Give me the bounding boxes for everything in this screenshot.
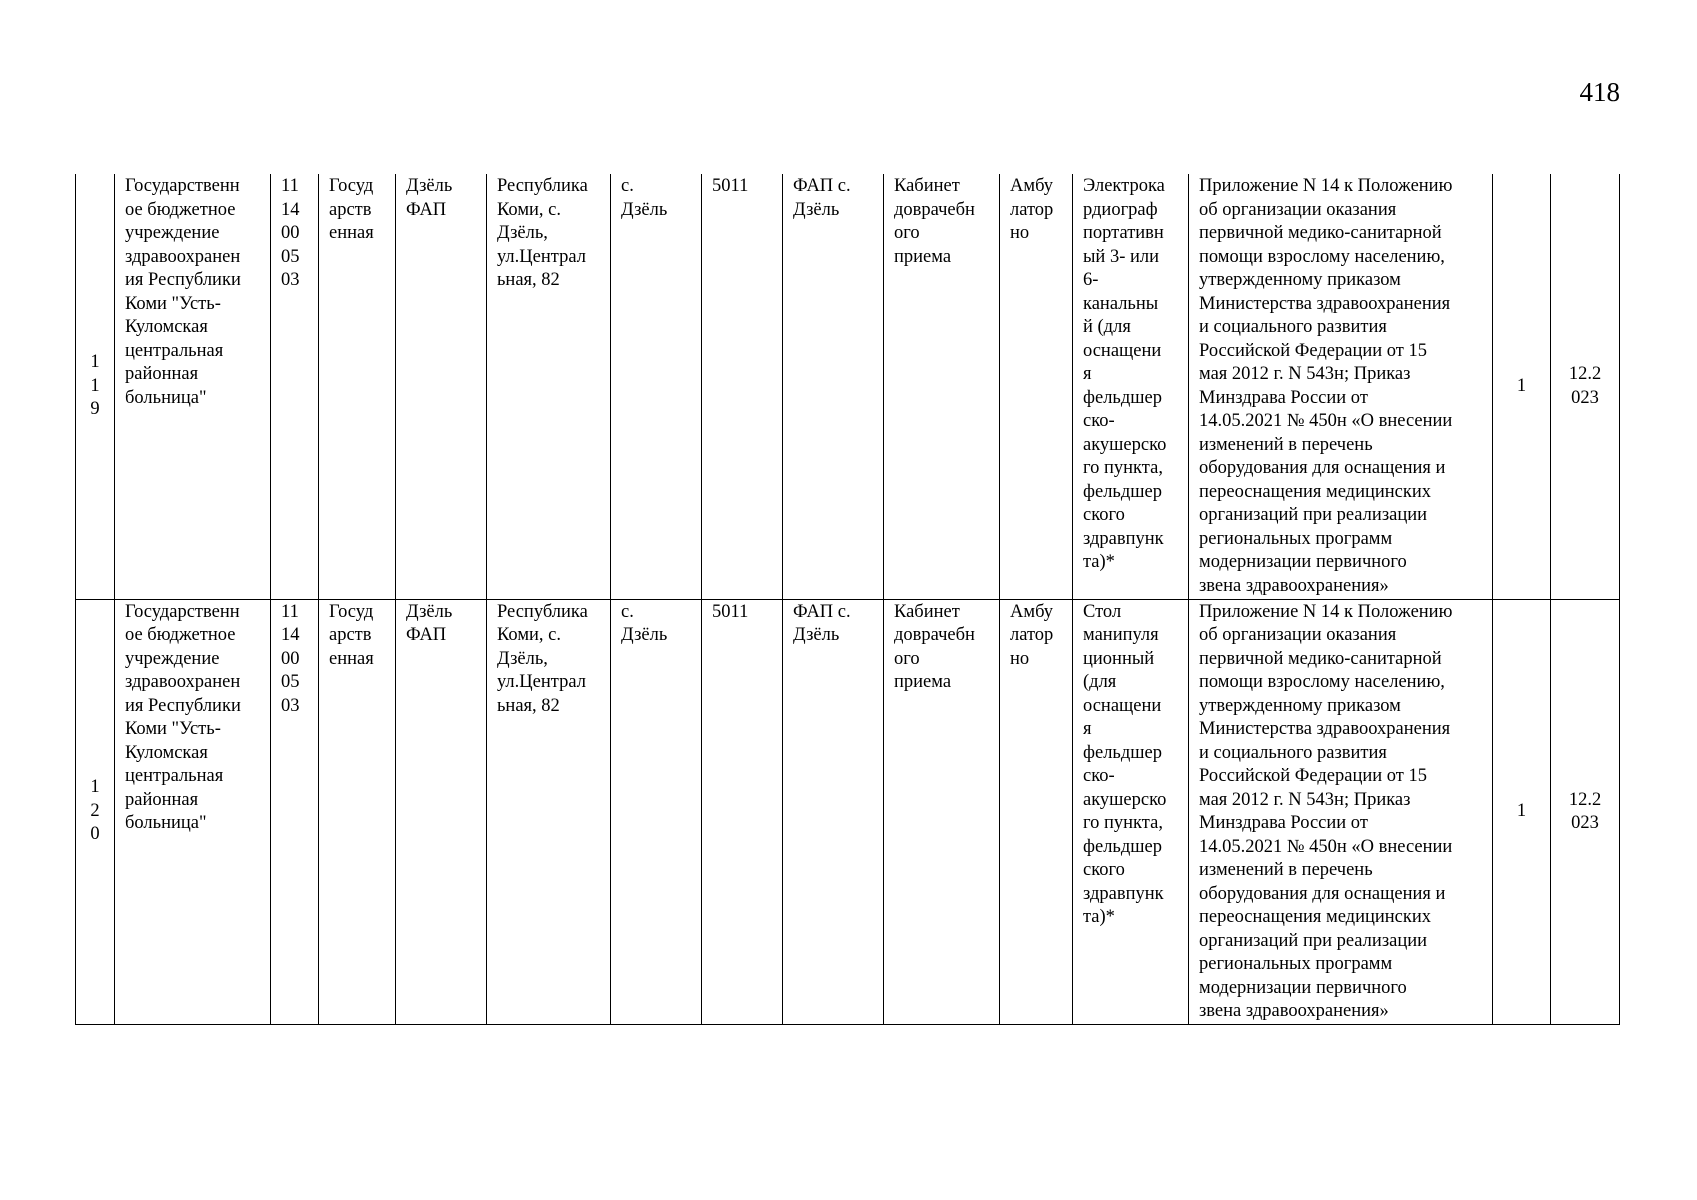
table-row <box>76 599 1620 1024</box>
date-cell: 12.2 023 <box>1551 599 1620 1024</box>
quantity-cell: 1 <box>1493 174 1551 599</box>
care-type-cell: Амбу латор но <box>1000 174 1073 599</box>
code-cell: 11 14 00 05 03 <box>271 599 319 1024</box>
care-type-cell: Амбу латор но <box>1000 599 1073 1024</box>
equipment-cell: Электрока рдиограф портативн ый 3- или 6- канальны й (для оснащени я фельдшер ско- акушерско го пункта, фельдшер ского здравпунк та)* <box>1073 174 1189 599</box>
basis-cell: Приложение N 14 к Положению об организации оказания первичной медико-санитарной помощи взрослому населению, утвержденному приказом Министерства здравоохранения и социального развития Российской Федерации от 15 мая 2012 г. N 543н; Приказ Минздрава России от 14.05.2021 № 450н «О внесении изменений в перечень оборудования для оснащения и переоснащения медицинских организаций при реализации региональных программ модернизации первичного звена здравоохранения» <box>1189 599 1493 1024</box>
page-number: 418 <box>1579 77 1620 107</box>
equipment-table <box>75 174 1620 1025</box>
settlement-cell: с. Дзёль <box>611 174 702 599</box>
facility-cell: ФАП с. Дзёль <box>783 599 884 1024</box>
room-cell: Кабинет доврачебн ого приема <box>884 599 1000 1024</box>
ownership-cell: Госуд арств енная <box>319 174 396 599</box>
code-cell: 11 14 00 05 03 <box>271 174 319 599</box>
quantity-cell: 1 <box>1493 599 1551 1024</box>
date-cell: 12.2 023 <box>1551 174 1620 599</box>
room-cell: Кабинет доврачебн ого приема <box>884 174 1000 599</box>
organization-cell: Государственн ое бюджетное учреждение здравоохранен ия Республики Коми "Усть- Куломская центральная районная больница" <box>115 599 271 1024</box>
address-cell: Республика Коми, с. Дзёль, ул.Централ ьная, 82 <box>487 174 611 599</box>
settlement-code-cell: 5011 <box>702 174 783 599</box>
row-number: 1 2 0 <box>76 599 115 1024</box>
settlement-code-cell: 5011 <box>702 599 783 1024</box>
basis-cell: Приложение N 14 к Положению об организации оказания первичной медико-санитарной помощи взрослому населению, утвержденному приказом Министерства здравоохранения и социального развития Российской Федерации от 15 мая 2012 г. N 543н; Приказ Минздрава России от 14.05.2021 № 450н «О внесении изменений в перечень оборудования для оснащения и переоснащения медицинских организаций при реализации региональных программ модернизации первичного звена здравоохранения» <box>1189 174 1493 599</box>
settlement-cell: с. Дзёль <box>611 599 702 1024</box>
ownership-cell: Госуд арств енная <box>319 599 396 1024</box>
facility-cell: ФАП с. Дзёль <box>783 174 884 599</box>
organization-cell: Государственн ое бюджетное учреждение здравоохранен ия Республики Коми "Усть- Куломская центральная районная больница" <box>115 174 271 599</box>
row-number: 1 1 9 <box>76 174 115 599</box>
unit-cell: Дзёль ФАП <box>396 599 487 1024</box>
table-row <box>76 174 1620 599</box>
address-cell: Республика Коми, с. Дзёль, ул.Централ ьная, 82 <box>487 599 611 1024</box>
equipment-cell: Стол манипуля ционный (для оснащени я фельдшер ско- акушерско го пункта, фельдшер ского здравпунк та)* <box>1073 599 1189 1024</box>
unit-cell: Дзёль ФАП <box>396 174 487 599</box>
